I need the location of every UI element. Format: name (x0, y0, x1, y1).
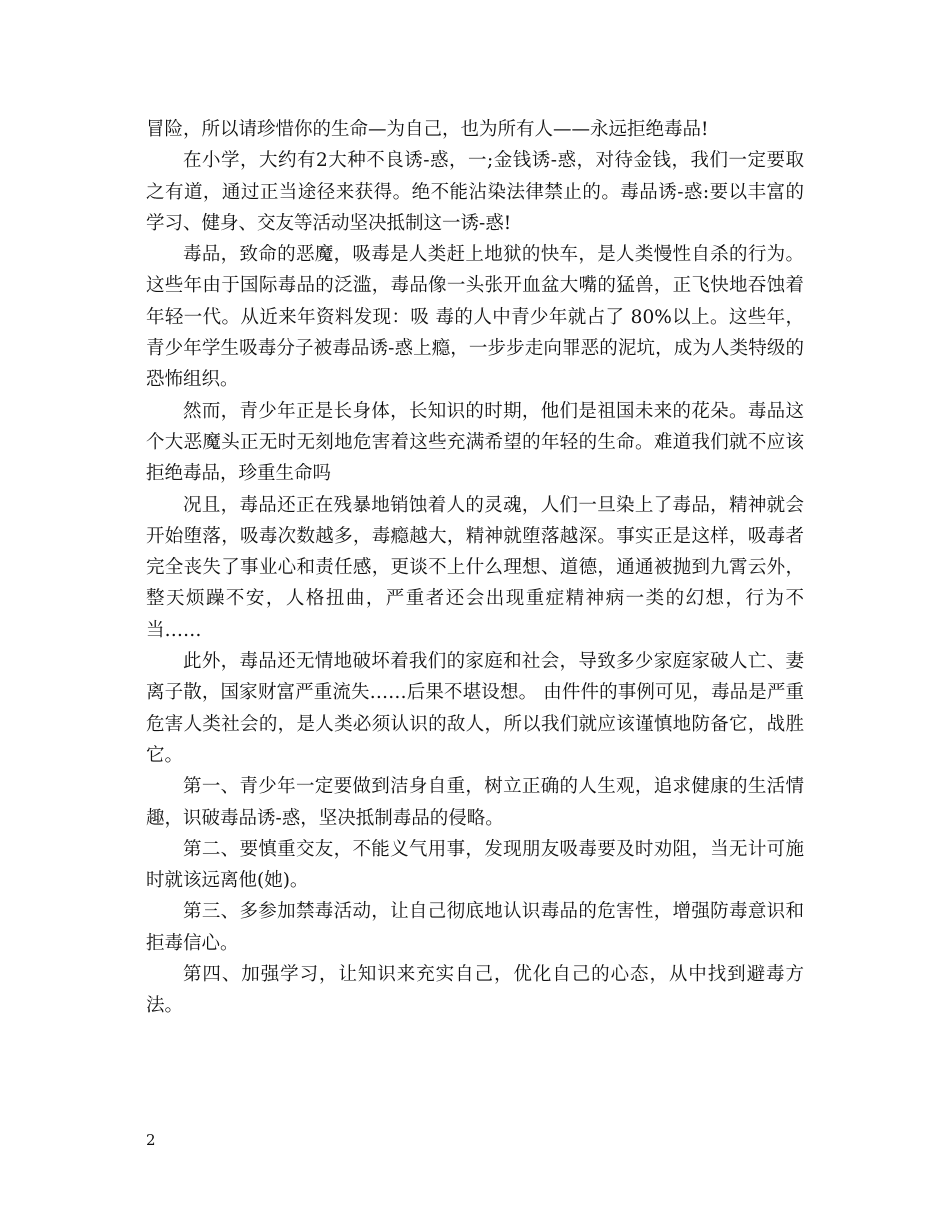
paragraph-point-one: 第一、青少年一定要做到洁身自重，树立正确的人生观，追求健康的生活情趣，识破毒品诱-惑，坚决抵制毒品的侵略。 (146, 776, 804, 829)
paragraph-drug-demon: 毒品，致命的恶魔，吸毒是人类赶上地狱的快车，是人类慢性自杀的行为。这些年由于国际毒品的泛滥，毒品像一头张开血盆大嘴的猛兽，正飞快地吞蚀着年轻一代。从近来年资料发现：吸 毒的人中青少年就占了 80%以上。这些年，青少年学生吸毒分子被毒品诱-惑上瘾，一步步走向罪恶的泥坑，成为人类特级的恐怖组织。 (146, 244, 804, 391)
paragraph-soul: 况且，毒品还正在残暴地销蚀着人的灵魂，人们一旦染上了毒品，精神就会开始堕落，吸毒次数越多，毒瘾越大，精神就堕落越深。事实正是这样，吸毒者完全丧失了事业心和责任感，更谈不上什么理想、道德，通通被抛到九霄云外，整天烦躁不安，人格扭曲，严重者还会出现重症精神病一类的幻想，行为不当…… (146, 494, 804, 641)
paragraph-continuation: 冒险，所以请珍惜你的生命—为自己，也为所有人——永远拒绝毒品! (146, 119, 709, 140)
page-number: 2 (146, 1131, 156, 1149)
paragraph-youth: 然而，青少年正是长身体，长知识的时期，他们是祖国未来的花朵。毒品这个大恶魔头正无时无刻地危害着这些充满希望的年轻的生命。难道我们就不应该拒绝毒品，珍重生命吗 (146, 400, 804, 485)
paragraph-temptations: 在小学，大约有2大种不良诱-惑，一;金钱诱-惑，对待金钱，我们一定要取之有道，通过正当途径来获得。绝不能沾染法律禁止的。毒品诱-惑:要以丰富的学习、健身、交友等活动坚决抵制这一诱-惑! (146, 150, 804, 234)
paragraph-family-society: 此外，毒品还无情地破坏着我们的家庭和社会，导致多少家庭家破人亡、妻离子散，国家财富严重流失……后果不堪设想。 由件件的事例可见，毒品是严重危害人类社会的，是人类必须认识的敌人，所以我们就应该谨慎地防备它，战胜它。 (146, 651, 804, 766)
paragraph-point-two: 第二、要慎重交友，不能义气用事，发现朋友吸毒要及时劝阻，当无计可施时就该远离他(她)。 (146, 838, 804, 892)
document-body (146, 114, 804, 1022)
paragraph-point-three: 第三、多参加禁毒活动，让自己彻底地认识毒品的危害性，增强防毒意识和拒毒信心。 (146, 901, 804, 954)
paragraph-point-four: 第四、加强学习，让知识来充实自己，优化自己的心态，从中找到避毒方法。 (146, 964, 804, 1017)
